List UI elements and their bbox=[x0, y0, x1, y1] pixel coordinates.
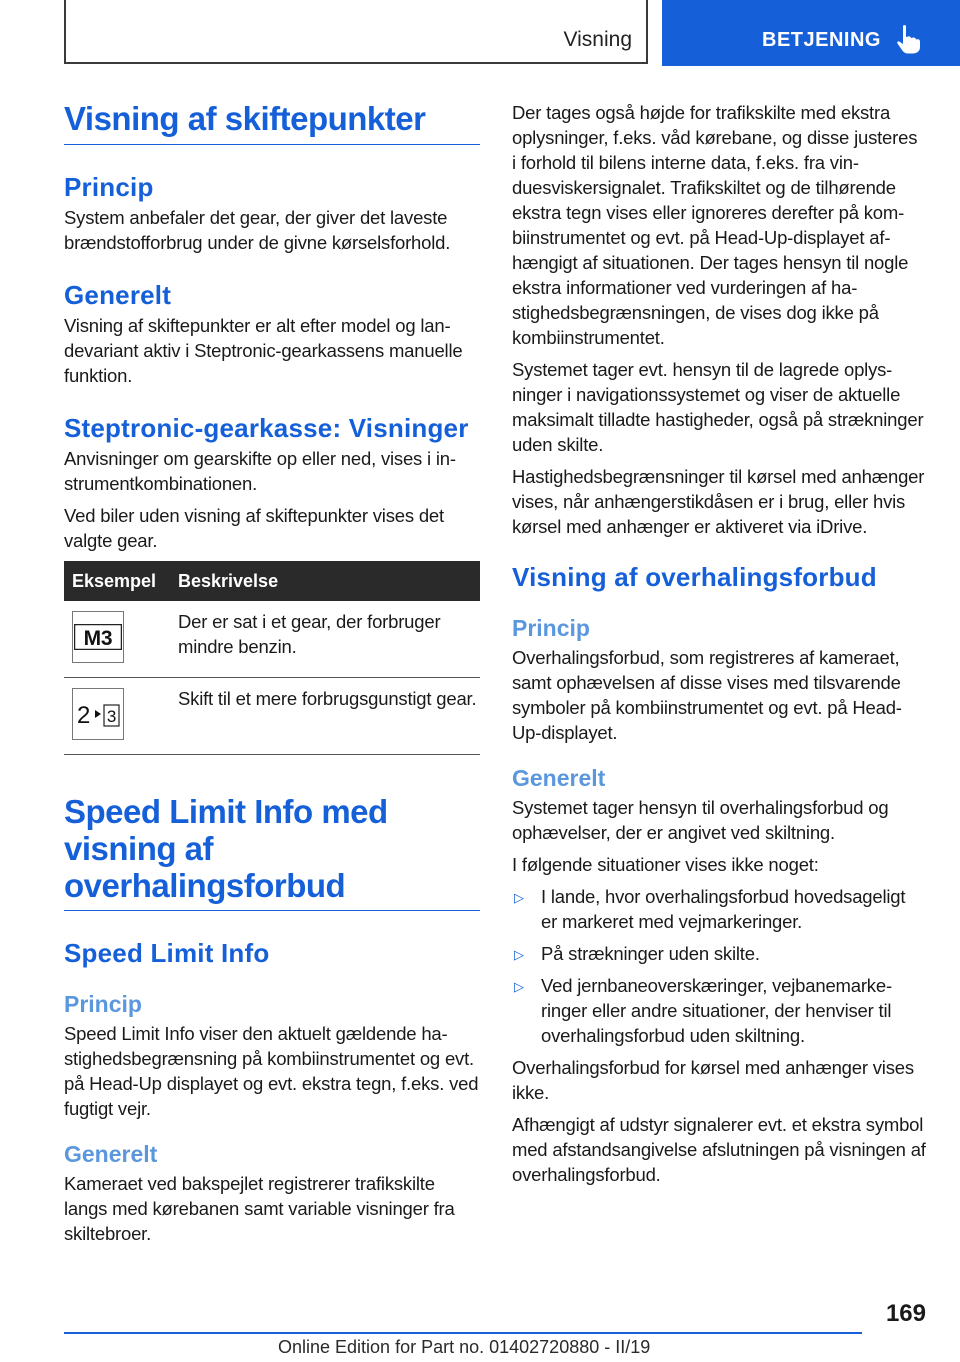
list-item-text: I lande, hvor overhalingsforbud hovedsageligt er markeret med vejmarkeringer. bbox=[541, 886, 906, 932]
edition-label: Online Edition for Part no. 01402720880 - II/19 bbox=[278, 1337, 651, 1357]
heading-sli-princip: Princip bbox=[64, 991, 142, 1017]
section-tab bbox=[64, 0, 648, 64]
paragraph-np-generelt-2: I følgende situationer vises ikke noget: bbox=[512, 854, 819, 875]
table-cell-description: Der er sat i et gear, der forbruger mindre benzin. bbox=[170, 601, 480, 678]
paragraph-traffic-signs: Der tages også højde for trafikskilte med ekstra oplysninger, f.eks. våd kørebane, og disse justeres i forhold til bilens interne data, f.eks. fra vinduesviskersignalet. Trafikskiltet og de tilhørende ekstra tegn vises eller ignoreres derefter på kombiinstrumentet og evt. på Head-Up-displayet afhængigt af situationen. Der tages hensyn til nogle ekstra informationer ved vurderingen af hastighedsbegrænsningen, de vises dog ikke på kombiinstrumentet. bbox=[512, 102, 918, 348]
footer-rule bbox=[64, 1332, 862, 1334]
paragraph-end-symbol: Afhængigt af udstyr signalerer evt. et ekstra symbol med afstandsangivelse afslutningen på visningen af overhalingsforbud. bbox=[512, 1114, 926, 1185]
list-item-text: Ved jernbaneoverskæringer, vejbanemarkeringer eller andre situationer, der henviser til overhalingsforbud uden skiltning. bbox=[541, 975, 893, 1046]
bullet-triangle-icon: ▷ bbox=[514, 890, 524, 905]
paragraph-trailer-limits: Hastighedsbegrænsninger til kørsel med anhænger vises, når anhængerstikdåsen er i brug, eller hvis kørsel med anhænger er aktiveret via iDrive. bbox=[512, 466, 925, 537]
gear-display-table bbox=[64, 561, 480, 755]
heading-no-passing-display: Visning af overhalingsforbud bbox=[512, 562, 877, 592]
paragraph-sli-princip: Speed Limit Info viser den aktuelt gældende hastighedsbegrænsning på kombiinstrumentet og evt. på Head-Up displayet og evt. ekstra tegn, f.eks. ved fugtigt vejr. bbox=[64, 1023, 479, 1119]
page-header bbox=[0, 0, 960, 66]
paragraph-generelt: Visning af skiftepunkter er alt efter model og landevariant aktiv i Steptronic-gearkassens manuelle funktion. bbox=[64, 315, 463, 386]
right-column bbox=[512, 100, 926, 1187]
table-header-description: Beskrivelse bbox=[170, 561, 480, 601]
chapter-label: BETJENING bbox=[762, 29, 881, 51]
heading-np-generelt: Generelt bbox=[512, 765, 606, 791]
paragraph-np-princip: Overhalingsforbud, som registreres af kameraet, samt ophævelsen af disse vises med tilsvarende symboler på kombiinstrumentet og evt. på Head-Up-displayet. bbox=[512, 647, 902, 743]
heading-speed-limit-info-sub: Speed Limit Info bbox=[64, 938, 270, 968]
gear-shift-up-icon bbox=[72, 688, 124, 740]
paragraph-navigation-data: Systemet tager evt. hensyn til de lagrede oplysninger i navigationssystemet og viser de aktuelle maksimalt tilladte hastigheder, også på strækninger uden skilte. bbox=[512, 359, 924, 455]
paragraph-np-generelt-1: Systemet tager hensyn til overhalingsforbud og ophævelser, der er angivet ved skiltning. bbox=[512, 797, 889, 843]
no-display-situations-list bbox=[512, 884, 926, 1048]
heading-princip: Princip bbox=[64, 172, 154, 202]
heading-np-princip: Princip bbox=[512, 615, 590, 641]
gear-m3-icon bbox=[72, 611, 124, 663]
heading-steptronic: Steptronic-gearkasse: Visninger bbox=[64, 413, 469, 443]
bullet-triangle-icon: ▷ bbox=[514, 979, 524, 994]
list-item bbox=[512, 941, 926, 966]
pointing-hand-icon bbox=[896, 24, 922, 54]
table-cell-description: Skift til et mere forbrugsgunstigt gear. bbox=[170, 678, 480, 755]
table-cell-example bbox=[64, 601, 170, 678]
paragraph-trailer-no-passing: Overhalingsforbud for kørsel med anhænger vises ikke. bbox=[512, 1057, 914, 1103]
chapter-tab bbox=[662, 0, 960, 66]
gear-current-label: 2 bbox=[77, 702, 91, 729]
paragraph-steptronic-2: Ved biler uden visning af skiftepunkter vises det valgte gear. bbox=[64, 505, 444, 551]
gear-target-label: 3 bbox=[106, 707, 117, 726]
gear-m3-label: M3 bbox=[83, 627, 113, 650]
section-label: Visning bbox=[563, 28, 632, 51]
list-item bbox=[512, 884, 926, 934]
paragraph-princip: System anbefaler det gear, der giver det laveste brændstofforbrug under de givne kørselsforhold. bbox=[64, 207, 451, 253]
list-item bbox=[512, 973, 926, 1048]
list-item-text: På strækninger uden skilte. bbox=[541, 943, 760, 964]
heading-speed-limit-info: Speed Limit Info med visning af overhalingsforbud bbox=[64, 793, 480, 911]
page-number: 169 bbox=[885, 1300, 926, 1327]
table-row bbox=[64, 678, 480, 755]
left-column bbox=[64, 100, 480, 1246]
table-cell-example bbox=[64, 678, 170, 755]
paragraph-sli-generelt: Kameraet ved bakspejlet registrerer trafikskilte langs med kørebanen samt variable visninger fra skiltebroer. bbox=[64, 1173, 455, 1244]
bullet-triangle-icon: ▷ bbox=[514, 947, 524, 962]
heading-sli-generelt: Generelt bbox=[64, 1141, 158, 1167]
heading-shift-points: Visning af skiftepunkter bbox=[64, 100, 480, 145]
table-header-example: Eksempel bbox=[64, 561, 170, 601]
table-row bbox=[64, 601, 480, 678]
heading-generelt: Generelt bbox=[64, 280, 172, 310]
paragraph-steptronic-1: Anvisninger om gearskifte op eller ned, vises i instrumentkombinationen. bbox=[64, 448, 457, 494]
